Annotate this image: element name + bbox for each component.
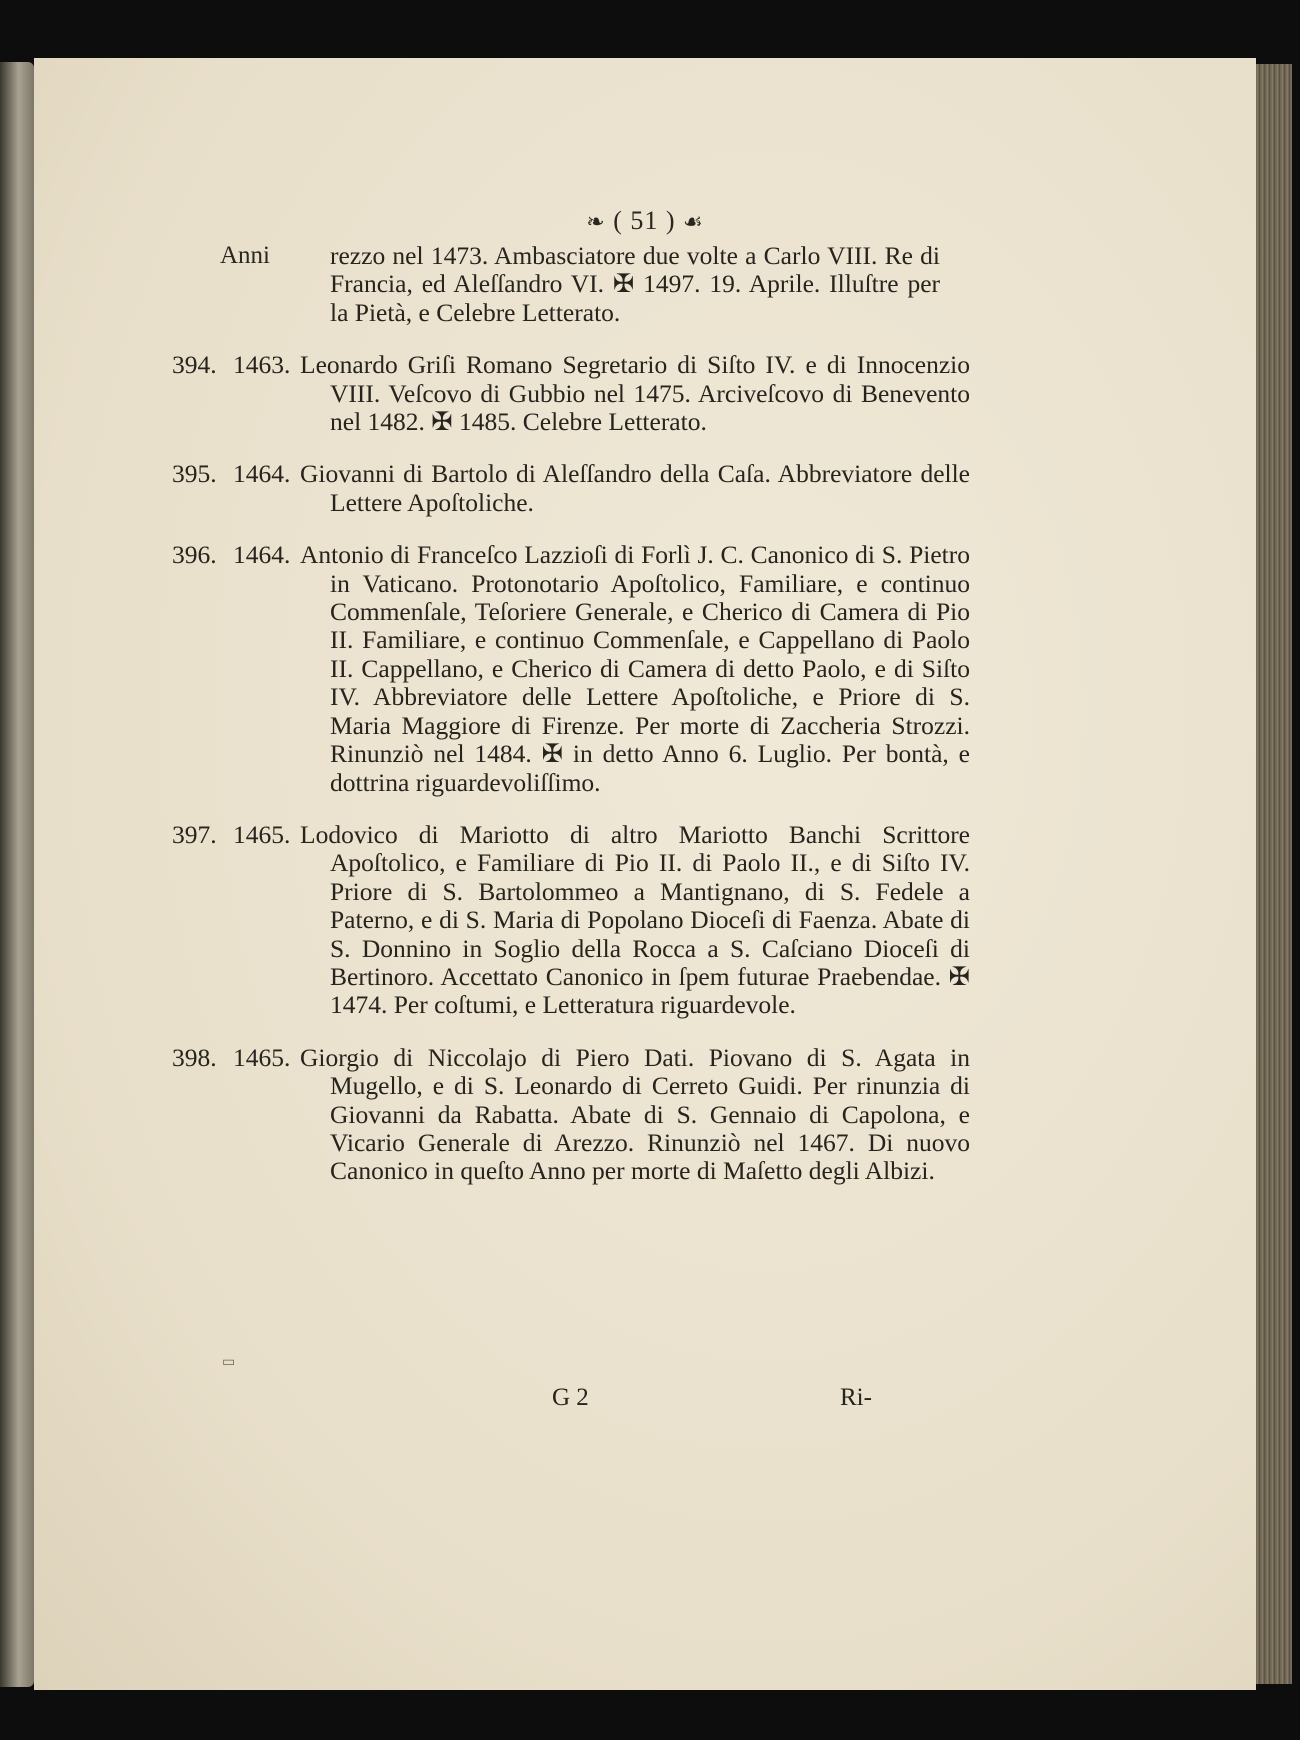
margin-stamp-icon: ▭ — [222, 1355, 236, 1370]
entry-text: Giovanni di Bartolo di Aleſſandro della Caſa. Abbreviatore delle Lettere Apoſtoliche. — [300, 459, 970, 517]
entry-year: 1464. — [233, 459, 291, 489]
book-left-edge — [0, 62, 34, 1687]
entry-395 — [34, 460, 1256, 517]
entry-text: Antonio di Franceſco Lazzioſi di Forlì J. C. Canonico di S. Pietro in Vaticano. Protonotario Apoſtolico, Familiare, e continuo Commenſale, Teſoriere Generale, e Cherico di Camera di Pio II. Familiare, e continuo Commenſale, e Cappellano di Paolo II. Cappellano, e Cherico di Camera di detto Paolo, e di Siſto IV. Abbreviatore delle Lettere Apoſtoliche, e Priore di S. Maria Maggiore di Firenze. Per morte di Zaccheria Strozzi. Rinunziò nel 1484. ✠ in detto Anno 6. Luglio. Per bontà, e dottrina riguardevoliſſimo. — [300, 540, 970, 797]
ornament-right-icon: ☙ — [683, 209, 704, 234]
signature-mark: G 2 — [552, 1384, 589, 1411]
entry-number: 395. — [172, 459, 217, 489]
ornament-left-icon: ❧ — [586, 209, 606, 234]
entry-397 — [34, 821, 1256, 1020]
entry-year: 1465. — [233, 1042, 291, 1072]
entry-394 — [34, 351, 1256, 436]
entry-text: Leonardo Griſi Romano Segretario di Siſto IV. e di Innocenzio VIII. Veſcovo di Gubbio nel 1475. Arciveſcovo di Benevento nel 1482. ✠ 1485. Celebre Letterato. — [300, 350, 970, 437]
book-page — [34, 58, 1256, 1690]
entry-year: 1465. — [233, 819, 291, 849]
entry-text: rezzo nel 1473. Ambasciatore due volte a Carlo VIII. Re di Francia, ed Aleſſandro VI. ✠ 1497. 19. Aprile. Illuſtre per la Pietà, e Celebre Letterato. — [330, 241, 940, 327]
entry-396 — [34, 541, 1256, 797]
page-number: ( 51 ) — [613, 206, 676, 235]
margin-label-anni: Anni — [220, 242, 270, 269]
running-header — [34, 206, 1256, 236]
entry-text: Lodovico di Mariotto di altro Mariotto Banchi Scrittore Apoſtolico, e Familiare di Pio II. di Paolo II., e di Siſto IV. Priore di S. Bartolommeo a Mantignano, di S. Fedele a Paterno, e di S. Maria di Popolano Dioceſi di Faenza. Abate di S. Donnino in Soglio della Rocca a S. Caſciano Dioceſi di Bertinoro. Accettato Canonico in ſpem futurae Praebendae. ✠ 1474. Per coſtumi, e Letteratura riguardevole. — [300, 819, 970, 1020]
continuation-entry — [34, 242, 1256, 327]
entry-number: 397. — [172, 819, 217, 849]
entry-number: 394. — [172, 350, 217, 380]
catchword: Ri- — [840, 1384, 872, 1411]
book-fore-edge — [1256, 64, 1292, 1684]
entry-year: 1463. — [233, 350, 291, 380]
entry-text: Giorgio di Niccolajo di Piero Dati. Piovano di S. Agata in Mugello, e di S. Leonardo di Cerreto Guidi. Per rinunzia di Giovanni da Rabatta. Abate di S. Gennaio di Capolona, e Vicario Generale di Arezzo. Rinunziò nel 1467. Di nuovo Canonico in queſto Anno per morte di Maſetto degli Albizi. — [300, 1042, 970, 1186]
entry-number: 396. — [172, 540, 217, 570]
entry-number: 398. — [172, 1042, 217, 1072]
page-body — [34, 242, 1256, 1210]
entry-398 — [34, 1044, 1256, 1186]
entry-year: 1464. — [233, 540, 291, 570]
